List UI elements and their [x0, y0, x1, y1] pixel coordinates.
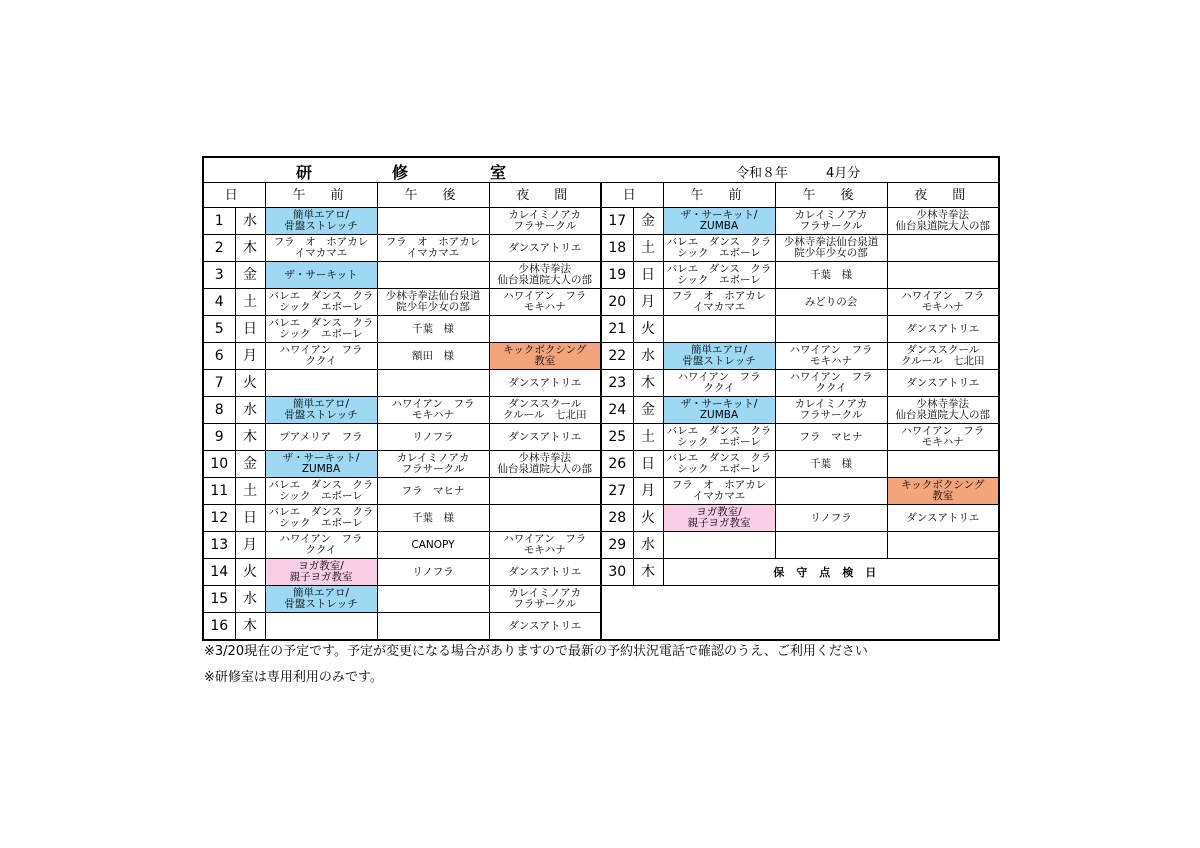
afternoon-event: リノフラ [377, 559, 489, 586]
day-number: 11 [203, 478, 235, 505]
title-char-2: 修 [392, 163, 409, 182]
weekday: 木 [633, 370, 663, 397]
header-row [203, 183, 999, 208]
day-number: 16 [203, 613, 235, 641]
morning-event: バレエ ダンス クラ シック エボーレ [265, 478, 377, 505]
weekday: 土 [633, 235, 663, 262]
afternoon-event [377, 208, 489, 235]
empty-cell [887, 586, 999, 613]
morning-event: 簡単エアロ/ 骨盤ストレッチ [265, 586, 377, 613]
morning-event: バレエ ダンス クラ シック エボーレ [663, 451, 775, 478]
day-number: 30 [601, 559, 633, 586]
empty-cell [775, 613, 887, 641]
afternoon-event: 千葉 様 [775, 451, 887, 478]
morning-event [663, 316, 775, 343]
afternoon-event: フラ マヒナ [775, 424, 887, 451]
morning-event: バレエ ダンス クラ シック エボーレ [265, 316, 377, 343]
afternoon-event: カレイミノアカ フラサークル [775, 397, 887, 424]
night-event: ダンスアトリエ [489, 424, 601, 451]
night-event: ダンススクール クルール 七北田 [887, 343, 999, 370]
night-event: カレイミノアカ フラサークル [489, 208, 601, 235]
day-number: 18 [601, 235, 633, 262]
day-number: 20 [601, 289, 633, 316]
title-cell [203, 157, 999, 183]
day-number: 17 [601, 208, 633, 235]
afternoon-event [775, 478, 887, 505]
afternoon-event: 千葉 様 [377, 505, 489, 532]
afternoon-event: リノフラ [775, 505, 887, 532]
morning-event: 簡単エアロ/ 骨盤ストレッチ [663, 343, 775, 370]
title-char-3: 室 [490, 163, 507, 182]
day-number: 13 [203, 532, 235, 559]
day-number: 14 [203, 559, 235, 586]
weekday: 木 [235, 235, 265, 262]
day-number: 4 [203, 289, 235, 316]
night-event [887, 532, 999, 559]
morning-event: 簡単エアロ/ 骨盤ストレッチ [265, 397, 377, 424]
morning-event: ヨガ教室/ 親子ヨガ教室 [265, 559, 377, 586]
weekday: 水 [235, 208, 265, 235]
afternoon-event: ハワイアン フラ モキハナ [377, 397, 489, 424]
afternoon-event: 額田 様 [377, 343, 489, 370]
weekday: 土 [235, 478, 265, 505]
afternoon-event [377, 262, 489, 289]
weekday: 金 [235, 262, 265, 289]
schedule-row [203, 343, 999, 370]
weekday: 月 [633, 289, 663, 316]
schedule-table [202, 156, 1000, 641]
night-event: 少林寺拳法 仙台泉道院大人の部 [887, 397, 999, 424]
empty-cell [775, 586, 887, 613]
morning-event: ザ・サーキット/ ZUMBA [663, 397, 775, 424]
header-morning-right: 午 前 [663, 183, 775, 208]
empty-cell [663, 613, 775, 641]
day-number: 25 [601, 424, 633, 451]
empty-cell [601, 613, 633, 641]
morning-event: バレエ ダンス クラ シック エボーレ [265, 289, 377, 316]
empty-cell [633, 613, 663, 641]
night-event: キックボクシング 教室 [489, 343, 601, 370]
header-morning: 午 前 [265, 183, 377, 208]
weekday: 木 [235, 613, 265, 641]
schedule-row [203, 397, 999, 424]
afternoon-event: カレイミノアカ フラサークル [377, 451, 489, 478]
day-number: 8 [203, 397, 235, 424]
day-number: 3 [203, 262, 235, 289]
afternoon-event: 少林寺拳法仙台泉道 院少年少女の部 [775, 235, 887, 262]
day-number: 27 [601, 478, 633, 505]
weekday: 日 [235, 316, 265, 343]
day-number: 1 [203, 208, 235, 235]
weekday: 木 [235, 424, 265, 451]
morning-event: ハワイアン フラ ククイ [265, 343, 377, 370]
night-event [489, 505, 601, 532]
schedule-row [203, 559, 999, 586]
weekday: 火 [633, 505, 663, 532]
schedule-row [203, 370, 999, 397]
weekday: 日 [633, 451, 663, 478]
weekday: 土 [235, 289, 265, 316]
morning-event [265, 370, 377, 397]
schedule-row [203, 235, 999, 262]
schedule-row [203, 478, 999, 505]
night-event: キックボクシング 教室 [887, 478, 999, 505]
afternoon-event: リノフラ [377, 424, 489, 451]
weekday: 金 [633, 397, 663, 424]
morning-event: バレエ ダンス クラ シック エボーレ [663, 262, 775, 289]
morning-event: フラ オ ホアカレ イマカマエ [265, 235, 377, 262]
afternoon-event [775, 316, 887, 343]
night-event: ハワイアン フラ モキハナ [489, 289, 601, 316]
morning-event: バレエ ダンス クラ シック エボーレ [663, 235, 775, 262]
morning-event: ザ・サーキット/ ZUMBA [265, 451, 377, 478]
empty-cell [663, 586, 775, 613]
empty-cell [887, 613, 999, 641]
afternoon-event [377, 586, 489, 613]
day-number: 6 [203, 343, 235, 370]
night-event [887, 262, 999, 289]
day-number: 7 [203, 370, 235, 397]
morning-event: ハワイアン フラ ククイ [663, 370, 775, 397]
afternoon-event [377, 613, 489, 641]
night-event: ダンスアトリエ [489, 559, 601, 586]
afternoon-event: 千葉 様 [775, 262, 887, 289]
day-number: 24 [601, 397, 633, 424]
maintenance-day: 保守点検日 [663, 559, 999, 586]
afternoon-event: 少林寺拳法仙台泉道 院少年少女の部 [377, 289, 489, 316]
day-number: 19 [601, 262, 633, 289]
weekday: 水 [235, 397, 265, 424]
title-char-1: 研 [296, 163, 313, 182]
morning-event: フラ オ ホアカレ イマカマエ [663, 289, 775, 316]
schedule-row [203, 289, 999, 316]
afternoon-event: みどりの会 [775, 289, 887, 316]
morning-event: バレエ ダンス クラ シック エボーレ [663, 424, 775, 451]
morning-event: ザ・サーキット/ ZUMBA [663, 208, 775, 235]
schedule-row [203, 262, 999, 289]
day-number: 9 [203, 424, 235, 451]
empty-cell [633, 586, 663, 613]
schedule-row [203, 424, 999, 451]
afternoon-event: CANOPY [377, 532, 489, 559]
weekday: 木 [633, 559, 663, 586]
afternoon-event: ハワイアン フラ モキハナ [775, 343, 887, 370]
empty-cell [601, 586, 633, 613]
day-number: 2 [203, 235, 235, 262]
note-schedule: ※3/20現在の予定です。予定が変更になる場合がありますので最新の予約状況電話で確認のうえ、ご利用ください [204, 644, 868, 659]
schedule-row [203, 613, 999, 641]
header-afternoon: 午 後 [377, 183, 489, 208]
schedule-row [203, 316, 999, 343]
night-event: ダンスアトリエ [489, 235, 601, 262]
day-number: 28 [601, 505, 633, 532]
header-night-right: 夜 間 [887, 183, 999, 208]
night-event: ダンスアトリエ [489, 370, 601, 397]
morning-event: 簡単エアロ/ 骨盤ストレッチ [265, 208, 377, 235]
weekday: 日 [235, 505, 265, 532]
day-number: 22 [601, 343, 633, 370]
weekday: 水 [235, 586, 265, 613]
night-event [887, 451, 999, 478]
weekday: 水 [633, 532, 663, 559]
morning-event [265, 613, 377, 641]
afternoon-event: ハワイアン フラ ククイ [775, 370, 887, 397]
weekday: 火 [235, 559, 265, 586]
afternoon-event: 千葉 様 [377, 316, 489, 343]
afternoon-event: フラ マヒナ [377, 478, 489, 505]
period-label: 令和８年 [736, 166, 789, 181]
header-day-right: 日 [601, 183, 663, 208]
night-event: ダンスアトリエ [887, 370, 999, 397]
schedule-row [203, 208, 999, 235]
afternoon-event [377, 370, 489, 397]
night-event [887, 235, 999, 262]
night-event: ハワイアン フラ モキハナ [489, 532, 601, 559]
night-event: ダンスアトリエ [489, 613, 601, 641]
morning-event: プアメリア フラ [265, 424, 377, 451]
morning-event: ハワイアン フラ ククイ [265, 532, 377, 559]
afternoon-event: フラ オ ホアカレ イマカマエ [377, 235, 489, 262]
weekday: 月 [633, 478, 663, 505]
afternoon-event [775, 532, 887, 559]
night-event: 少林寺拳法 仙台泉道院大人の部 [489, 262, 601, 289]
day-number: 29 [601, 532, 633, 559]
night-event: 少林寺拳法 仙台泉道院大人の部 [489, 451, 601, 478]
weekday: 月 [235, 343, 265, 370]
morning-event: バレエ ダンス クラ シック エボーレ [265, 505, 377, 532]
weekday: 金 [235, 451, 265, 478]
weekday: 火 [633, 316, 663, 343]
night-event: ハワイアン フラ モキハナ [887, 289, 999, 316]
night-event: ハワイアン フラ モキハナ [887, 424, 999, 451]
note-usage: ※研修室は専用利用のみです。 [204, 670, 383, 685]
morning-event: フラ オ ホアカレ イマカマエ [663, 478, 775, 505]
day-number: 12 [203, 505, 235, 532]
night-event: カレイミノアカ フラサークル [489, 586, 601, 613]
weekday: 土 [633, 424, 663, 451]
day-number: 15 [203, 586, 235, 613]
morning-event [663, 532, 775, 559]
header-day: 日 [203, 183, 265, 208]
weekday: 日 [633, 262, 663, 289]
schedule-row [203, 505, 999, 532]
night-event: ダンススクール クルール 七北田 [489, 397, 601, 424]
night-event: ダンスアトリエ [887, 505, 999, 532]
weekday: 水 [633, 343, 663, 370]
schedule-row [203, 451, 999, 478]
day-number: 21 [601, 316, 633, 343]
day-number: 5 [203, 316, 235, 343]
title-row [203, 157, 999, 183]
weekday: 月 [235, 532, 265, 559]
weekday: 火 [235, 370, 265, 397]
night-event [489, 478, 601, 505]
night-event: ダンスアトリエ [887, 316, 999, 343]
morning-event: ザ・サーキット [265, 262, 377, 289]
month-label: 4月分 [826, 166, 861, 181]
day-number: 10 [203, 451, 235, 478]
schedule-row [203, 532, 999, 559]
day-number: 26 [601, 451, 633, 478]
day-number: 23 [601, 370, 633, 397]
afternoon-event: カレイミノアカ フラサークル [775, 208, 887, 235]
schedule-row [203, 586, 999, 613]
night-event [489, 316, 601, 343]
header-afternoon-right: 午 後 [775, 183, 887, 208]
morning-event: ヨガ教室/ 親子ヨガ教室 [663, 505, 775, 532]
weekday: 金 [633, 208, 663, 235]
night-event: 少林寺拳法 仙台泉道院大人の部 [887, 208, 999, 235]
header-night: 夜 間 [489, 183, 601, 208]
